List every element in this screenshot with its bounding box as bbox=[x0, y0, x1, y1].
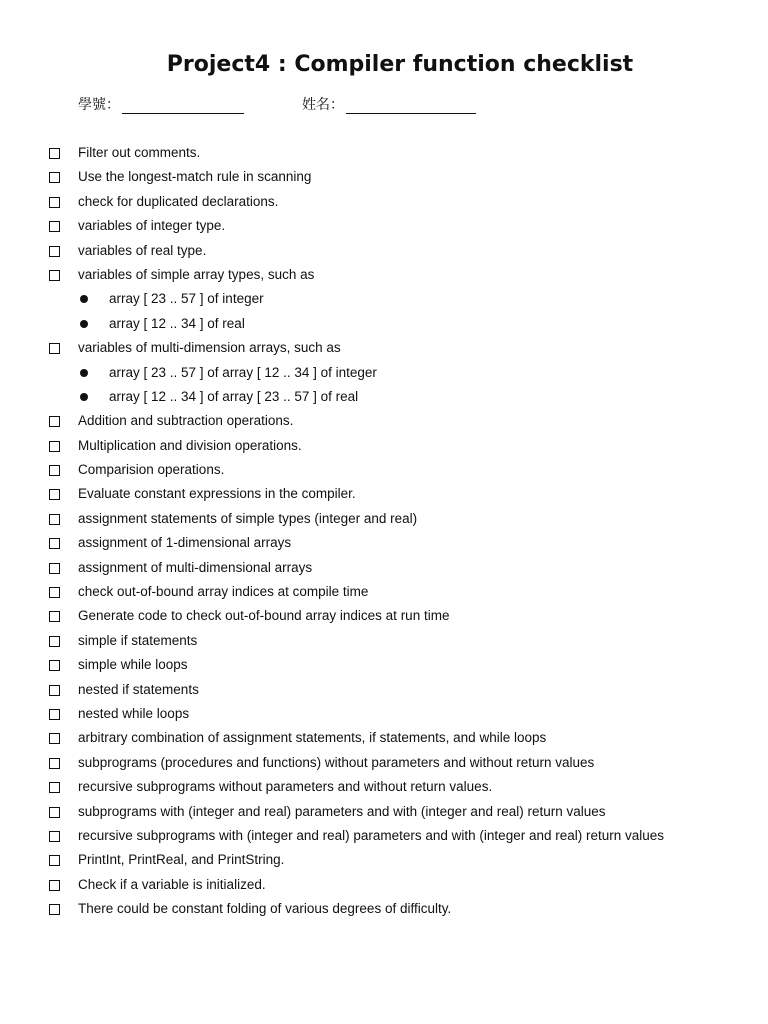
checkbox-icon[interactable] bbox=[49, 611, 60, 622]
checklist-item bbox=[0, 411, 768, 435]
checkbox-icon[interactable] bbox=[49, 855, 60, 866]
item-text: check for duplicated declarations. bbox=[78, 193, 279, 209]
item-text: nested if statements bbox=[78, 681, 199, 697]
checklist-item bbox=[0, 484, 768, 508]
name-field bbox=[302, 94, 476, 114]
checkbox-icon[interactable] bbox=[49, 221, 60, 232]
bullet-item bbox=[0, 363, 768, 387]
checkbox-icon[interactable] bbox=[49, 587, 60, 598]
checklist-item bbox=[0, 338, 768, 362]
checkbox-icon[interactable] bbox=[49, 514, 60, 525]
checkbox-icon[interactable] bbox=[49, 904, 60, 915]
item-text: arbitrary combination of assignment statements, if statements, and while loops bbox=[78, 730, 547, 746]
name-blank[interactable] bbox=[346, 97, 476, 114]
bullet-icon bbox=[80, 320, 88, 328]
checkbox-icon[interactable] bbox=[49, 270, 60, 281]
checkbox-icon[interactable] bbox=[49, 563, 60, 574]
item-text: variables of real type. bbox=[78, 242, 207, 258]
checklist-item bbox=[0, 606, 768, 630]
checkbox-icon[interactable] bbox=[49, 831, 60, 842]
bullet-item bbox=[0, 387, 768, 411]
checklist-item bbox=[0, 436, 768, 460]
item-text: recursive subprograms without parameters and without return values. bbox=[78, 779, 493, 795]
checklist-item bbox=[0, 582, 768, 606]
checkbox-icon[interactable] bbox=[49, 148, 60, 159]
name-label: 姓名： bbox=[302, 97, 344, 113]
checkbox-icon[interactable] bbox=[49, 733, 60, 744]
bullet-icon bbox=[80, 393, 88, 401]
checklist-item bbox=[0, 167, 768, 191]
item-text: check out-of-bound array indices at compile time bbox=[78, 584, 369, 600]
checklist-item bbox=[0, 899, 768, 923]
checklist-item bbox=[0, 558, 768, 582]
checklist-item bbox=[0, 216, 768, 240]
checklist-item bbox=[0, 753, 768, 777]
checklist-item bbox=[0, 850, 768, 874]
checklist-item bbox=[0, 826, 768, 850]
item-text: Check if a variable is initialized. bbox=[78, 876, 266, 892]
student-id-blank[interactable] bbox=[122, 97, 244, 114]
checkbox-icon[interactable] bbox=[49, 465, 60, 476]
checkbox-icon[interactable] bbox=[49, 246, 60, 257]
checkbox-icon[interactable] bbox=[49, 636, 60, 647]
page-title: Project4 : Compiler function checklist bbox=[166, 52, 634, 77]
item-text: There could be constant folding of various degrees of difficulty. bbox=[78, 901, 452, 917]
checkbox-icon[interactable] bbox=[49, 343, 60, 354]
bullet-icon bbox=[80, 369, 88, 377]
item-text: assignment of 1-dimensional arrays bbox=[78, 535, 292, 551]
item-text: array [ 12 .. 34 ] of array [ 23 .. 57 ] of real bbox=[109, 388, 359, 404]
checklist-item bbox=[0, 265, 768, 289]
checklist-item bbox=[0, 192, 768, 216]
item-text: Generate code to check out-of-bound array indices at run time bbox=[78, 608, 450, 624]
item-text: array [ 23 .. 57 ] of integer bbox=[109, 291, 264, 307]
item-text: Multiplication and division operations. bbox=[78, 437, 302, 453]
checklist-item bbox=[0, 143, 768, 167]
checkbox-icon[interactable] bbox=[49, 709, 60, 720]
checkbox-icon[interactable] bbox=[49, 489, 60, 500]
checklist bbox=[0, 143, 768, 924]
item-text: simple while loops bbox=[78, 657, 188, 673]
checklist-item bbox=[0, 631, 768, 655]
checklist-item bbox=[0, 509, 768, 533]
item-text: recursive subprograms with (integer and real) parameters and with (integer and real) return values bbox=[78, 827, 665, 843]
checkbox-icon[interactable] bbox=[49, 685, 60, 696]
item-text: variables of integer type. bbox=[78, 218, 226, 234]
item-text: Evaluate constant expressions in the compiler. bbox=[78, 486, 356, 502]
checkbox-icon[interactable] bbox=[49, 880, 60, 891]
checkbox-icon[interactable] bbox=[49, 538, 60, 549]
bullet-icon bbox=[80, 295, 88, 303]
item-text: nested while loops bbox=[78, 705, 190, 721]
item-text: PrintInt, PrintReal, and PrintString. bbox=[78, 852, 285, 868]
checkbox-icon[interactable] bbox=[49, 782, 60, 793]
student-id-field bbox=[78, 94, 244, 114]
item-text: Comparision operations. bbox=[78, 462, 225, 478]
item-text: array [ 12 .. 34 ] of real bbox=[109, 315, 245, 331]
checklist-item bbox=[0, 533, 768, 557]
checkbox-icon[interactable] bbox=[49, 172, 60, 183]
item-text: Use the longest-match rule in scanning bbox=[78, 169, 312, 185]
bullet-item bbox=[0, 289, 768, 313]
item-text: Addition and subtraction operations. bbox=[78, 413, 294, 429]
checklist-item bbox=[0, 802, 768, 826]
item-text: array [ 23 .. 57 ] of array [ 12 .. 34 ] of integer bbox=[109, 364, 377, 380]
checklist-item bbox=[0, 460, 768, 484]
checkbox-icon[interactable] bbox=[49, 197, 60, 208]
item-text: Filter out comments. bbox=[78, 145, 201, 160]
item-text: simple if statements bbox=[78, 632, 198, 648]
checklist-item bbox=[0, 777, 768, 801]
item-text: assignment statements of simple types (integer and real) bbox=[78, 510, 418, 526]
student-id-label: 學號： bbox=[78, 97, 120, 113]
item-text: variables of simple array types, such as bbox=[78, 266, 315, 282]
item-text: subprograms with (integer and real) parameters and with (integer and real) return values bbox=[78, 803, 606, 819]
item-text: assignment of multi-dimensional arrays bbox=[78, 559, 313, 575]
bullet-item bbox=[0, 314, 768, 338]
checkbox-icon[interactable] bbox=[49, 807, 60, 818]
checklist-item bbox=[0, 728, 768, 752]
item-text: subprograms (procedures and functions) without parameters and without return values bbox=[78, 754, 595, 770]
checklist-item bbox=[0, 680, 768, 704]
checklist-item bbox=[0, 704, 768, 728]
checklist-item bbox=[0, 655, 768, 679]
checkbox-icon[interactable] bbox=[49, 758, 60, 769]
checkbox-icon[interactable] bbox=[49, 441, 60, 452]
checklist-item bbox=[0, 875, 768, 899]
checklist-item bbox=[0, 241, 768, 265]
checkbox-icon[interactable] bbox=[49, 416, 60, 427]
checkbox-icon[interactable] bbox=[49, 660, 60, 671]
item-text: variables of multi-dimension arrays, such as bbox=[78, 340, 341, 356]
